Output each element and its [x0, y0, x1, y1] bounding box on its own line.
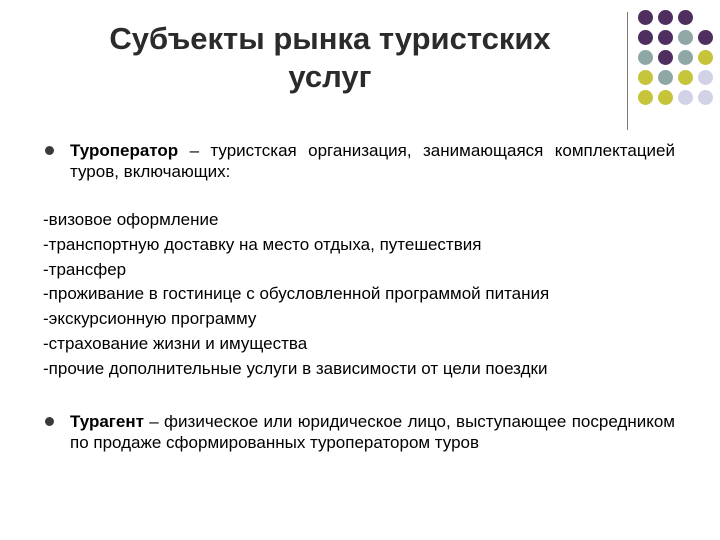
service-item: -проживание в гостинице с обусловленной программой питания — [43, 284, 550, 304]
decorative-dot — [658, 50, 673, 65]
decorative-dot — [698, 30, 713, 45]
decorative-dot — [678, 70, 693, 85]
bullet-touragent-term: Турагент — [70, 412, 144, 431]
decorative-dot — [698, 50, 713, 65]
decorative-dot — [698, 90, 713, 105]
service-item: -трансфер — [43, 259, 127, 279]
decorative-dot — [638, 10, 653, 25]
bullet-touragent-definition: – физическое или юридическое лицо, выступающее посредником по продаже сформированных туроператором туров — [70, 412, 675, 452]
bullet-touragent-text — [70, 411, 675, 453]
decorative-dot-grid — [638, 10, 718, 110]
slide-title-line-2: услуг — [288, 59, 372, 94]
decorative-dot — [678, 90, 693, 105]
services-list — [43, 208, 549, 382]
decorative-dot — [658, 30, 673, 45]
decorative-dot — [678, 50, 693, 65]
bullet-dot-icon — [45, 417, 54, 426]
bullet-touroperator — [45, 140, 675, 182]
decorative-dot — [658, 70, 673, 85]
decorative-dot — [638, 70, 653, 85]
decorative-dot — [638, 30, 653, 45]
slide-title — [60, 20, 600, 96]
decorative-dot — [658, 90, 673, 105]
slide-title-line-1: Субъекты рынка туристских — [109, 21, 551, 56]
bullet-touroperator-text — [70, 140, 675, 182]
service-item: -экскурсионную программу — [43, 309, 257, 329]
service-item: -визовое оформление — [43, 210, 219, 229]
bullet-touragent — [45, 411, 675, 453]
decorative-dot — [638, 90, 653, 105]
decorative-divider — [627, 12, 628, 130]
decorative-dot — [698, 70, 713, 85]
decorative-dot — [658, 10, 673, 25]
service-item: -прочие дополнительные услуги в зависимости от цели поездки — [43, 358, 548, 378]
service-item: -страхование жизни и имущества — [43, 333, 308, 353]
decorative-dot — [678, 10, 693, 25]
bullet-touroperator-definition: – туристская организация, занимающаяся комплектацией туров, включающих: — [70, 141, 675, 181]
decorative-dot — [638, 50, 653, 65]
service-item: -транспортную доставку на место отдыха, путешествия — [43, 234, 482, 254]
decorative-dot — [678, 30, 693, 45]
bullet-dot-icon — [45, 146, 54, 155]
bullet-touroperator-term: Туроператор — [70, 141, 179, 160]
